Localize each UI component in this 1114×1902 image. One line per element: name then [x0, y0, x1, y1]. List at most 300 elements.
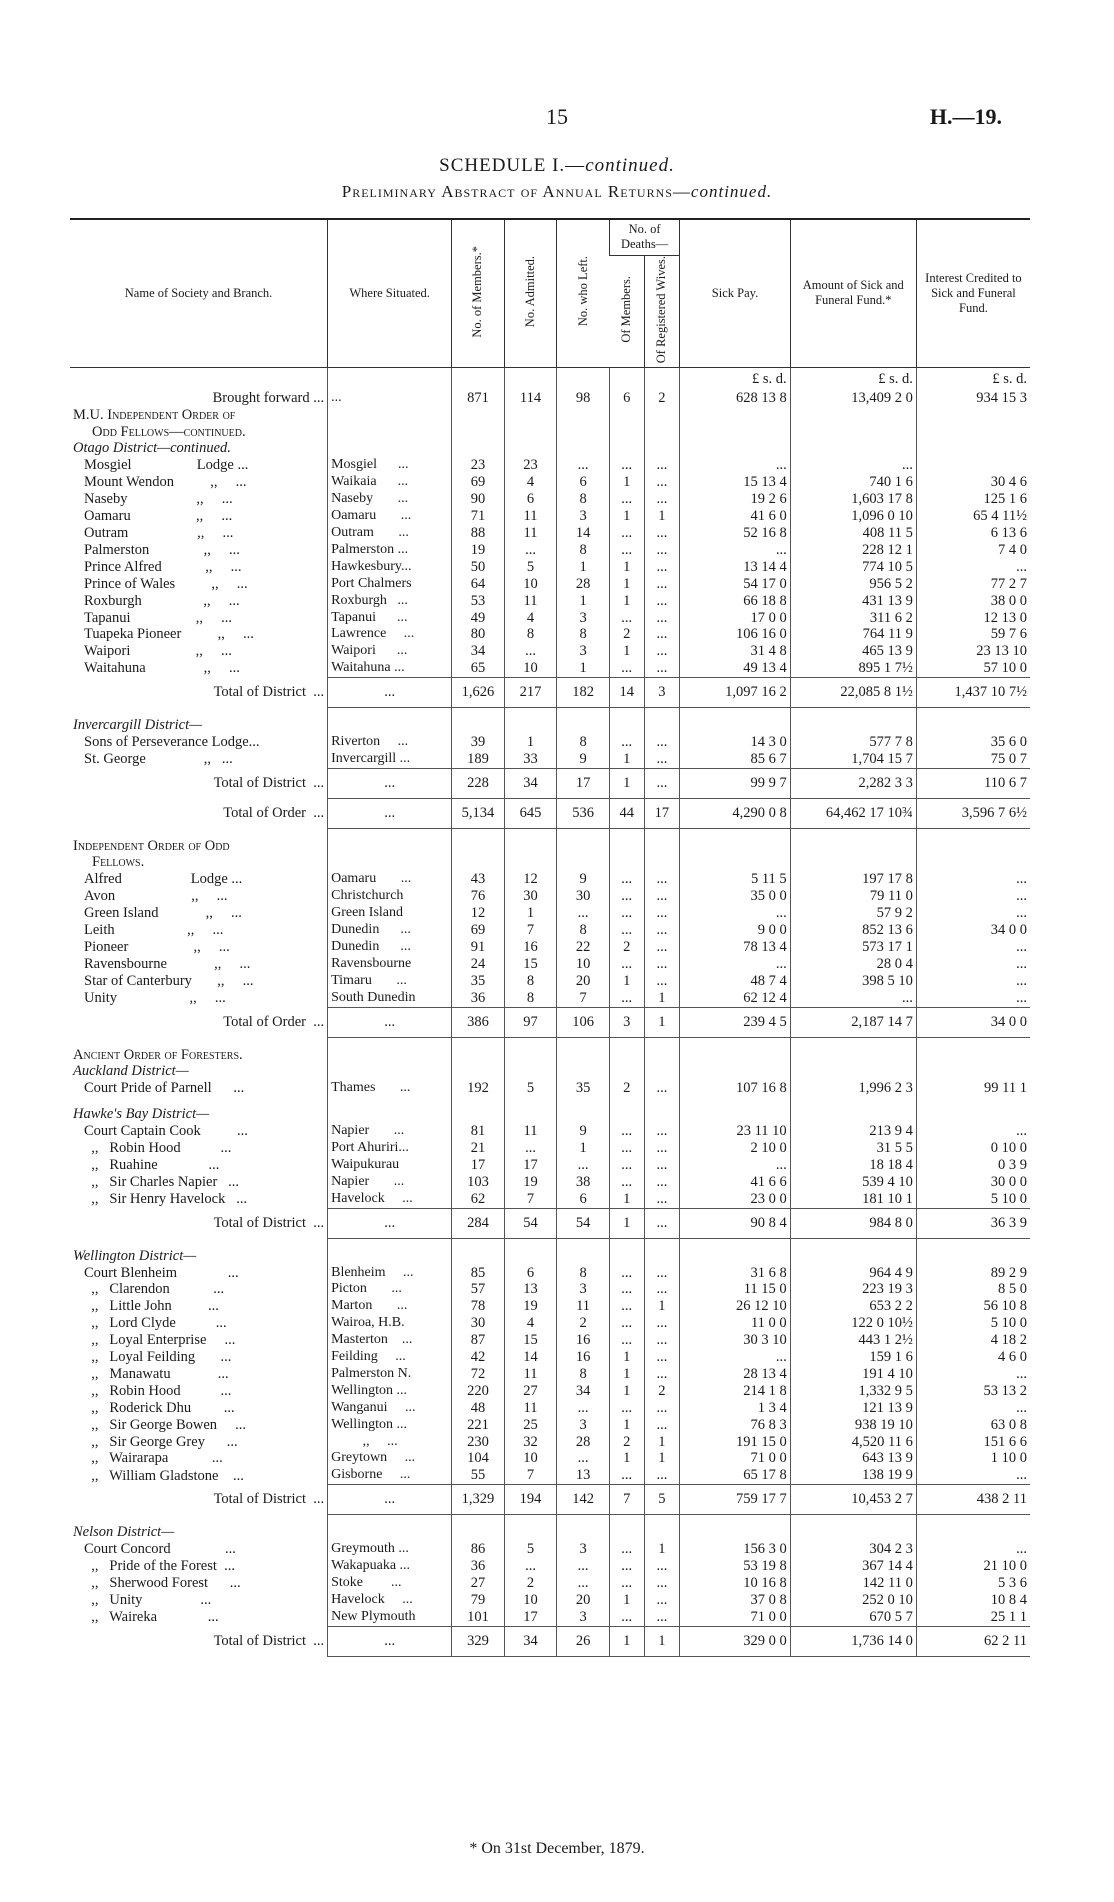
left-cell: 3 — [557, 1609, 610, 1626]
empty-cell — [680, 838, 790, 855]
sick-pay-cell: 35 0 0 — [680, 888, 790, 905]
spacer-cell — [609, 1515, 644, 1525]
admitted-cell: 6 — [504, 1265, 557, 1282]
deaths-wives-cell: 1 — [644, 990, 680, 1007]
section-heading: Nelson District— — [73, 1524, 175, 1541]
empty-cell — [644, 424, 680, 441]
deaths-members-cell: 44 — [609, 798, 644, 828]
sick-pay-cell: 5 11 5 — [680, 871, 790, 888]
fund-cell: 984 8 0 — [790, 1208, 916, 1238]
left-cell: 8 — [557, 491, 610, 508]
members-cell: 64 — [452, 576, 505, 593]
left-cell: 536 — [557, 798, 610, 828]
members-cell: 86 — [452, 1541, 505, 1558]
sick-pay-cell: ... — [680, 905, 790, 922]
left-cell: 106 — [557, 1007, 610, 1037]
admitted-cell: 5 — [504, 1541, 557, 1558]
header-deaths-members-text: Of Members. — [618, 275, 633, 343]
empty-cell — [680, 424, 790, 441]
fund-cell: 1,603 17 8 — [790, 491, 916, 508]
where-cell: Wellington ... — [328, 1417, 452, 1434]
where-cell: New Plymouth — [328, 1609, 452, 1626]
deaths-members-cell: 1 — [609, 1450, 644, 1467]
name-cell: Leith ,, ... — [84, 922, 224, 939]
members-cell: 39 — [452, 734, 505, 751]
deaths-wives-cell: ... — [644, 1400, 680, 1417]
empty-cell — [557, 1047, 610, 1064]
admitted-cell: 8 — [504, 990, 557, 1007]
empty-cell — [790, 424, 916, 441]
name-cell: Total of District ... — [213, 1214, 325, 1231]
table-row — [70, 1383, 1030, 1400]
left-cell: 22 — [557, 939, 610, 956]
spacer-cell — [557, 1097, 610, 1106]
spacer-cell — [644, 1238, 680, 1248]
name-cell: Tapanui ,, ... — [84, 609, 232, 626]
spacer-cell — [916, 828, 1030, 838]
left-cell: 9 — [557, 1123, 610, 1140]
where-cell: Wakapuaka ... — [328, 1558, 452, 1575]
interest-cell: ... — [916, 1123, 1030, 1140]
table-row — [70, 939, 1030, 956]
table-row — [70, 1140, 1030, 1157]
table-row — [70, 643, 1030, 660]
spacer-cell — [790, 708, 916, 718]
deaths-members-cell: ... — [609, 1400, 644, 1417]
members-cell: 36 — [452, 990, 505, 1007]
empty-cell — [916, 1063, 1030, 1080]
schedule-subtitle-main: Preliminary Abstract of Annual Returns— — [341, 182, 691, 201]
sick-pay-cell: ... — [680, 1157, 790, 1174]
empty-cell — [644, 1248, 680, 1265]
left-cell: 11 — [557, 1298, 610, 1315]
deaths-members-cell: ... — [609, 660, 644, 677]
table-row — [70, 542, 1030, 559]
interest-cell: 0 10 0 — [916, 1140, 1030, 1157]
name-cell: Unity ,, ... — [84, 989, 226, 1006]
name-cell: Mosgiel Lodge ... — [84, 457, 249, 474]
empty-cell — [680, 1524, 790, 1541]
members-cell: 19 — [452, 542, 505, 559]
empty-cell — [680, 407, 790, 424]
spacer-cell — [504, 1515, 557, 1525]
schedule-title — [0, 155, 1114, 177]
members-cell: 23 — [452, 457, 505, 474]
sick-pay-cell: 17 0 0 — [680, 610, 790, 627]
section-heading: Invercargill District— — [73, 717, 203, 734]
admitted-cell: 11 — [504, 508, 557, 525]
deaths-wives-cell: ... — [644, 751, 680, 768]
admitted-cell: 7 — [504, 1191, 557, 1208]
where-cell: South Dunedin — [328, 990, 452, 1007]
left-cell: ... — [557, 1450, 610, 1467]
admitted-cell: 7 — [504, 1467, 557, 1484]
interest-cell: 34 0 0 — [916, 922, 1030, 939]
sick-pay-cell: 156 3 0 — [680, 1541, 790, 1558]
sick-pay-cell: 11 15 0 — [680, 1281, 790, 1298]
interest-cell: 35 6 0 — [916, 734, 1030, 751]
left-cell: 8 — [557, 922, 610, 939]
deaths-wives-cell: 1 — [644, 508, 680, 525]
empty-cell — [680, 1106, 790, 1123]
header-members-text: No. of Members.* — [470, 245, 485, 338]
sick-pay-cell: 30 3 10 — [680, 1332, 790, 1349]
spacer-cell — [644, 708, 680, 718]
name-cell: ,, Loyal Enterprise ... — [84, 1332, 236, 1349]
empty-cell — [790, 1047, 916, 1064]
left-cell: 1 — [557, 559, 610, 576]
where-cell: Greytown ... — [328, 1450, 452, 1467]
spacer-cell — [504, 1238, 557, 1248]
units-cell — [557, 367, 610, 390]
name-cell: Total of District ... — [213, 1632, 325, 1649]
interest-cell: 4 18 2 — [916, 1332, 1030, 1349]
fund-cell: 577 7 8 — [790, 734, 916, 751]
members-cell: 12 — [452, 905, 505, 922]
empty-cell — [557, 440, 610, 457]
deaths-wives-cell: ... — [644, 1123, 680, 1140]
total-row — [70, 1007, 1030, 1037]
sick-pay-cell: 53 19 8 — [680, 1558, 790, 1575]
sick-pay-cell: 31 6 8 — [680, 1265, 790, 1282]
empty-cell — [452, 424, 505, 441]
name-cell: Total of Order ... — [223, 1013, 325, 1030]
members-cell: 78 — [452, 1298, 505, 1315]
interest-cell: ... — [916, 1541, 1030, 1558]
empty-cell — [452, 717, 505, 734]
members-cell: 192 — [452, 1080, 505, 1097]
sick-pay-cell: 9 0 0 — [680, 922, 790, 939]
empty-cell — [609, 717, 644, 734]
name-cell: ,, Robin Hood ... — [84, 1382, 232, 1399]
left-cell: ... — [557, 1157, 610, 1174]
sick-pay-cell: 52 16 8 — [680, 525, 790, 542]
table-row — [70, 1417, 1030, 1434]
table-row — [70, 1400, 1030, 1417]
empty-cell — [790, 1524, 916, 1541]
header-where: Where Situated. — [328, 219, 452, 367]
name-cell: Court Captain Cook ... — [84, 1123, 248, 1140]
empty-cell — [644, 1524, 680, 1541]
name-cell: ,, Roderick Dhu ... — [84, 1399, 235, 1416]
name-cell: ,, Manawatu ... — [84, 1365, 229, 1382]
where-cell: Mosgiel ... — [328, 457, 452, 474]
deaths-members-cell: ... — [609, 1467, 644, 1484]
empty-cell — [790, 1248, 916, 1265]
members-cell: 230 — [452, 1434, 505, 1451]
units-cell — [328, 367, 452, 390]
members-cell: 87 — [452, 1332, 505, 1349]
interest-cell: ... — [916, 905, 1030, 922]
left-cell: 1 — [557, 1140, 610, 1157]
spacer-cell — [70, 828, 328, 838]
sick-pay-cell: 19 2 6 — [680, 491, 790, 508]
spacer-cell — [644, 1097, 680, 1106]
admitted-cell: 217 — [504, 678, 557, 708]
section-heading-row — [70, 1063, 1030, 1080]
name-cell: Oamaru ,, ... — [84, 508, 233, 525]
where-cell: Blenheim ... — [328, 1265, 452, 1282]
left-cell: 6 — [557, 474, 610, 491]
members-cell: 30 — [452, 1315, 505, 1332]
deaths-wives-cell: ... — [644, 1208, 680, 1238]
name-cell: ,, Ruahine ... — [84, 1156, 220, 1173]
members-cell: 1,329 — [452, 1485, 505, 1515]
deaths-wives-cell: ... — [644, 1080, 680, 1097]
fund-cell: 304 2 3 — [790, 1541, 916, 1558]
fund-cell: 64,462 17 10¾ — [790, 798, 916, 828]
name-cell: Ravensbourne ,, ... — [84, 955, 251, 972]
sick-pay-cell: 191 15 0 — [680, 1434, 790, 1451]
where-cell: ... — [328, 798, 452, 828]
units-cell — [70, 367, 328, 390]
left-cell: 1 — [557, 593, 610, 610]
admitted-cell: ... — [504, 1558, 557, 1575]
where-cell: Napier ... — [328, 1174, 452, 1191]
table-row — [70, 1541, 1030, 1558]
empty-cell — [452, 854, 505, 871]
deaths-wives-cell: ... — [644, 1349, 680, 1366]
admitted-cell: 4 — [504, 1315, 557, 1332]
table-row — [70, 457, 1030, 474]
table-row — [70, 973, 1030, 990]
deaths-wives-cell: ... — [644, 643, 680, 660]
deaths-members-cell: 1 — [609, 1366, 644, 1383]
table-row — [70, 576, 1030, 593]
name-cell: Total of District ... — [213, 774, 325, 791]
deaths-members-cell: ... — [609, 1265, 644, 1282]
interest-cell: ... — [916, 990, 1030, 1007]
spacer-cell — [609, 1238, 644, 1248]
name-cell: Outram ,, ... — [84, 524, 234, 541]
table-row — [70, 1080, 1030, 1097]
left-cell: 98 — [557, 390, 610, 407]
left-cell: 3 — [557, 643, 610, 660]
deaths-members-cell: ... — [609, 457, 644, 474]
deaths-members-cell: ... — [609, 1157, 644, 1174]
deaths-members-cell: 1 — [609, 1626, 644, 1656]
empty-cell — [790, 1063, 916, 1080]
units-cell — [504, 367, 557, 390]
interest-cell: 56 10 8 — [916, 1298, 1030, 1315]
deaths-wives-cell: 1 — [644, 1434, 680, 1451]
empty-cell — [504, 717, 557, 734]
empty-cell — [557, 1063, 610, 1080]
fund-cell: 122 0 10½ — [790, 1315, 916, 1332]
members-cell: 76 — [452, 888, 505, 905]
left-cell: 8 — [557, 1366, 610, 1383]
deaths-wives-cell: 1 — [644, 1298, 680, 1315]
spacer-cell — [680, 1097, 790, 1106]
empty-cell — [452, 1047, 505, 1064]
name-cell: Prince of Wales ,, ... — [84, 575, 248, 592]
admitted-cell: 16 — [504, 939, 557, 956]
admitted-cell: ... — [504, 1140, 557, 1157]
empty-cell — [609, 424, 644, 441]
interest-cell: 57 10 0 — [916, 660, 1030, 677]
empty-cell — [504, 854, 557, 871]
total-row — [70, 1626, 1030, 1656]
sick-pay-cell: 71 0 0 — [680, 1450, 790, 1467]
members-cell: 69 — [452, 922, 505, 939]
fund-cell: 2,282 3 3 — [790, 768, 916, 798]
fund-cell: 142 11 0 — [790, 1575, 916, 1592]
interest-cell: 934 15 3 — [916, 390, 1030, 407]
spacer-cell — [504, 1097, 557, 1106]
fund-cell: 539 4 10 — [790, 1174, 916, 1191]
fund-cell: 398 5 10 — [790, 973, 916, 990]
section-heading-row — [70, 717, 1030, 734]
schedule-subtitle — [0, 182, 1114, 202]
interest-cell — [916, 457, 1030, 474]
spacer-row — [70, 708, 1030, 718]
where-cell: Waipukurau — [328, 1157, 452, 1174]
deaths-wives-cell: ... — [644, 491, 680, 508]
left-cell: 3 — [557, 1281, 610, 1298]
left-cell: 54 — [557, 1208, 610, 1238]
members-cell: 34 — [452, 643, 505, 660]
empty-cell — [916, 717, 1030, 734]
admitted-cell: 11 — [504, 1366, 557, 1383]
empty-cell — [328, 838, 452, 855]
empty-cell — [504, 1524, 557, 1541]
deaths-wives-cell: ... — [644, 734, 680, 751]
sick-pay-cell: 1 3 4 — [680, 1400, 790, 1417]
spacer-cell — [452, 1037, 505, 1047]
admitted-cell: 5 — [504, 559, 557, 576]
table-row — [70, 871, 1030, 888]
fund-cell: 573 17 1 — [790, 939, 916, 956]
empty-cell — [644, 838, 680, 855]
name-cell: ,, Unity ... — [84, 1591, 212, 1608]
left-cell: 20 — [557, 1592, 610, 1609]
members-cell: 42 — [452, 1349, 505, 1366]
table-row — [70, 1467, 1030, 1484]
where-cell: Green Island — [328, 905, 452, 922]
where-cell: Palmerston N. — [328, 1366, 452, 1383]
table-body — [70, 367, 1030, 1656]
empty-cell — [680, 1063, 790, 1080]
admitted-cell: 6 — [504, 491, 557, 508]
empty-cell — [790, 440, 916, 457]
admitted-cell: 194 — [504, 1485, 557, 1515]
sick-pay-cell: 37 0 8 — [680, 1592, 790, 1609]
name-cell: ,, Sir George Grey ... — [84, 1433, 238, 1450]
sick-pay-cell: 26 12 10 — [680, 1298, 790, 1315]
fund-cell: 79 11 0 — [790, 888, 916, 905]
spacer-cell — [609, 828, 644, 838]
deaths-members-cell: ... — [609, 610, 644, 627]
table-row — [70, 390, 1030, 407]
left-cell: 182 — [557, 678, 610, 708]
interest-cell: 36 3 9 — [916, 1208, 1030, 1238]
schedule-title-main: SCHEDULE I.— — [439, 155, 586, 176]
empty-cell — [644, 1047, 680, 1064]
empty-cell — [504, 407, 557, 424]
deaths-members-cell: 1 — [609, 1349, 644, 1366]
sick-pay-cell: 78 13 4 — [680, 939, 790, 956]
where-cell: Riverton ... — [328, 734, 452, 751]
interest-cell: 75 0 7 — [916, 751, 1030, 768]
spacer-cell — [680, 1037, 790, 1047]
sick-pay-cell: 628 13 8 — [680, 390, 790, 407]
spacer-cell — [452, 1238, 505, 1248]
sick-pay-cell: 11 0 0 — [680, 1315, 790, 1332]
left-cell: 3 — [557, 1541, 610, 1558]
name-cell: Palmerston ,, ... — [84, 541, 240, 558]
deaths-wives-cell: ... — [644, 973, 680, 990]
members-cell: 43 — [452, 871, 505, 888]
sick-pay-cell: 214 1 8 — [680, 1383, 790, 1400]
members-cell: 85 — [452, 1265, 505, 1282]
left-cell: 9 — [557, 871, 610, 888]
admitted-cell: 10 — [504, 1450, 557, 1467]
table-row — [70, 1575, 1030, 1592]
total-row — [70, 768, 1030, 798]
where-cell: Greymouth ... — [328, 1541, 452, 1558]
members-cell: 36 — [452, 1558, 505, 1575]
deaths-wives-cell: ... — [644, 593, 680, 610]
deaths-wives-cell: ... — [644, 1417, 680, 1434]
sick-pay-cell: 28 13 4 — [680, 1366, 790, 1383]
fund-cell: 1,736 14 0 — [790, 1626, 916, 1656]
name-cell: ,, Loyal Feilding ... — [84, 1349, 232, 1366]
empty-cell — [609, 407, 644, 424]
members-cell: 189 — [452, 751, 505, 768]
admitted-cell: 34 — [504, 1626, 557, 1656]
fund-cell: ... — [790, 457, 916, 474]
where-cell: Thames ... — [328, 1080, 452, 1097]
spacer-cell — [680, 1515, 790, 1525]
interest-cell: 21 10 0 — [916, 1558, 1030, 1575]
name-cell: Star of Canterbury ,, ... — [84, 972, 254, 989]
empty-cell — [790, 1106, 916, 1123]
where-cell: Roxburgh ... — [328, 593, 452, 610]
deaths-wives-cell: 1 — [644, 1007, 680, 1037]
interest-cell: 10 8 4 — [916, 1592, 1030, 1609]
deaths-wives-cell: 1 — [644, 1541, 680, 1558]
table-row — [70, 1174, 1030, 1191]
sick-pay-cell: 13 14 4 — [680, 559, 790, 576]
name-cell: Waipori ,, ... — [84, 643, 232, 660]
fund-cell: 465 13 9 — [790, 643, 916, 660]
empty-cell — [452, 1106, 505, 1123]
fund-cell: 1,704 15 7 — [790, 751, 916, 768]
deaths-members-cell: ... — [609, 1541, 644, 1558]
sick-pay-cell: 239 4 5 — [680, 1007, 790, 1037]
admitted-cell: 32 — [504, 1434, 557, 1451]
members-cell: 90 — [452, 491, 505, 508]
deaths-wives-cell: 2 — [644, 1383, 680, 1400]
spacer-cell — [680, 828, 790, 838]
table-row — [70, 508, 1030, 525]
deaths-members-cell: 2 — [609, 626, 644, 643]
admitted-cell: 25 — [504, 1417, 557, 1434]
total-row — [70, 1208, 1030, 1238]
section-heading-row — [70, 407, 1030, 424]
sick-pay-cell: 759 17 7 — [680, 1485, 790, 1515]
header-left-text: No. who Left. — [575, 256, 590, 327]
empty-cell — [452, 838, 505, 855]
table-row — [70, 1366, 1030, 1383]
empty-cell — [328, 424, 452, 441]
empty-cell — [452, 440, 505, 457]
empty-cell — [609, 1524, 644, 1541]
deaths-members-cell: ... — [609, 1298, 644, 1315]
where-cell: ... — [328, 390, 452, 407]
section-heading-row — [70, 440, 1030, 457]
interest-cell: 30 4 6 — [916, 474, 1030, 491]
